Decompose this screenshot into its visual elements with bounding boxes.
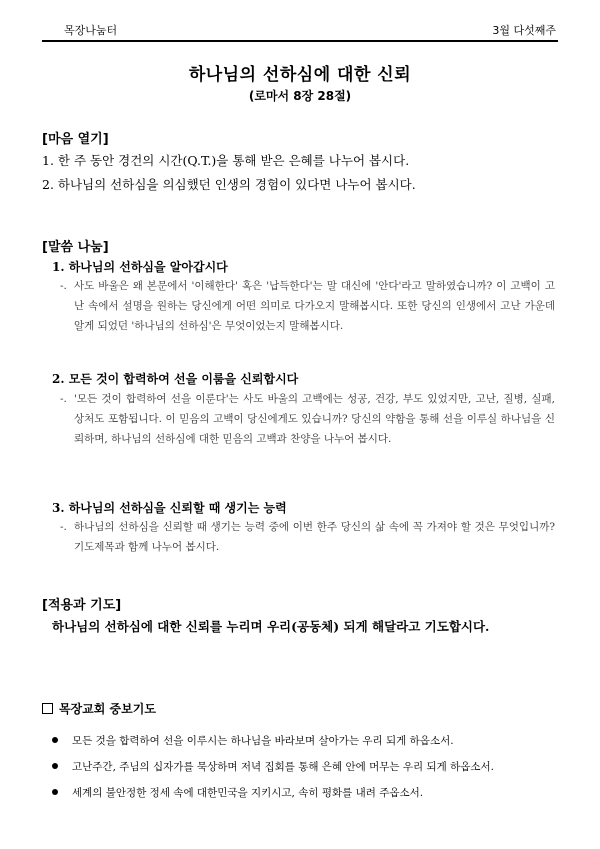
prayer-heading [42, 700, 156, 717]
apply-text: 하나님의 선하심에 대한 신뢰를 누리며 우리(공동체) 되게 해달라고 기도합시다. [52, 619, 490, 634]
header-right-label: 3월 다섯째주 [492, 24, 556, 37]
open-question-2: 2. 하나님의 선하심을 의심했던 인생의 경험이 있다면 나누어 봅시다. [42, 177, 416, 192]
bullet-icon [52, 789, 58, 795]
bullet-icon [52, 737, 58, 743]
word-item-2-text: '모든 것이 합력하여 선을 이룬다'는 사도 바울의 고백에는 성공, 건강, 부도 있었지만, 고난, 질병, 실패, 상처도 포함됩니다. 이 믿음의 고백이 당신에게도 있습니까? 당신의 약함을 통해 선을 이루실 하나님을 신뢰하며, 하나님의 선하심에 대한 믿음의 고백과 찬양을 나누어 봅시다. [74, 393, 555, 445]
page-title: 하나님의 선하심에 대한 신뢰 [188, 65, 412, 85]
open-question-1: 1. 한 주 동안 경건의 시간(Q.T.)을 통해 받은 은혜를 나누어 봅시다. [42, 153, 410, 168]
word-item-1-dash: -. [60, 280, 67, 292]
word-item-1-title: 1. 하나님의 선하심을 알아갑시다 [52, 260, 228, 274]
prayer-item-1-text: 모든 것을 합력하여 선을 이루시는 하나님을 바라보며 살아가는 우리 되게 하옵소서. [72, 735, 454, 747]
word-item-3-text: 하나님의 선하심을 신뢰할 때 생기는 능력 중에 이번 한주 당신의 삶 속에 꼭 가져야 할 것은 무엇입니까? 기도제목과 함께 나누어 봅시다. [74, 521, 555, 553]
section-apply-heading: [적용과 기도] [42, 598, 122, 613]
word-item-3-body [60, 517, 555, 557]
prayer-item-3-text: 세계의 불안정한 정세 속에 대한민국을 지키시고, 속히 평화를 내려 주옵소서. [72, 787, 424, 799]
section-word-heading: [말씀 나눔] [42, 240, 109, 255]
page-subtitle: (로마서 8장 28절) [248, 89, 352, 103]
word-item-3-title: 3. 하나님의 선하심을 신뢰할 때 생기는 능력 [52, 501, 287, 515]
prayer-heading-label: 목장교회 중보기도 [59, 702, 156, 716]
word-item-2-body [60, 389, 555, 449]
word-item-1-body [60, 276, 555, 336]
word-item-2-dash: -. [60, 393, 67, 405]
word-item-2-title: 2. 모든 것이 합력하여 선을 이룸을 신뢰합시다 [52, 372, 299, 386]
header-left-label: 목장나눔터 [64, 24, 118, 37]
prayer-item-2 [52, 759, 552, 774]
prayer-item-1 [52, 733, 552, 748]
section-open-heading: [마음 열기] [42, 132, 109, 147]
bullet-icon [52, 763, 58, 769]
word-item-1-text: 사도 바울은 왜 본문에서 '이해한다' 혹은 '납득한다'는 말 대신에 '안다'라고 말하였습니까? 이 고백이 고난 속에서 설명을 원하는 당신에게 어떤 의미로 다가오지 말해봅시다. 또한 당신의 인생에서 고난 가운데 알게 되었던 '하나님의 선하심'은 무엇이었는지 말해봅시다. [74, 280, 555, 332]
word-item-3-dash: -. [60, 521, 67, 533]
prayer-item-2-text: 고난주간, 주님의 십자가를 묵상하며 저녁 집회를 통해 은혜 안에 머무는 우리 되게 하옵소서. [72, 761, 495, 773]
checkbox-icon [42, 703, 53, 714]
prayer-item-3 [52, 785, 552, 800]
page-header [42, 20, 558, 42]
